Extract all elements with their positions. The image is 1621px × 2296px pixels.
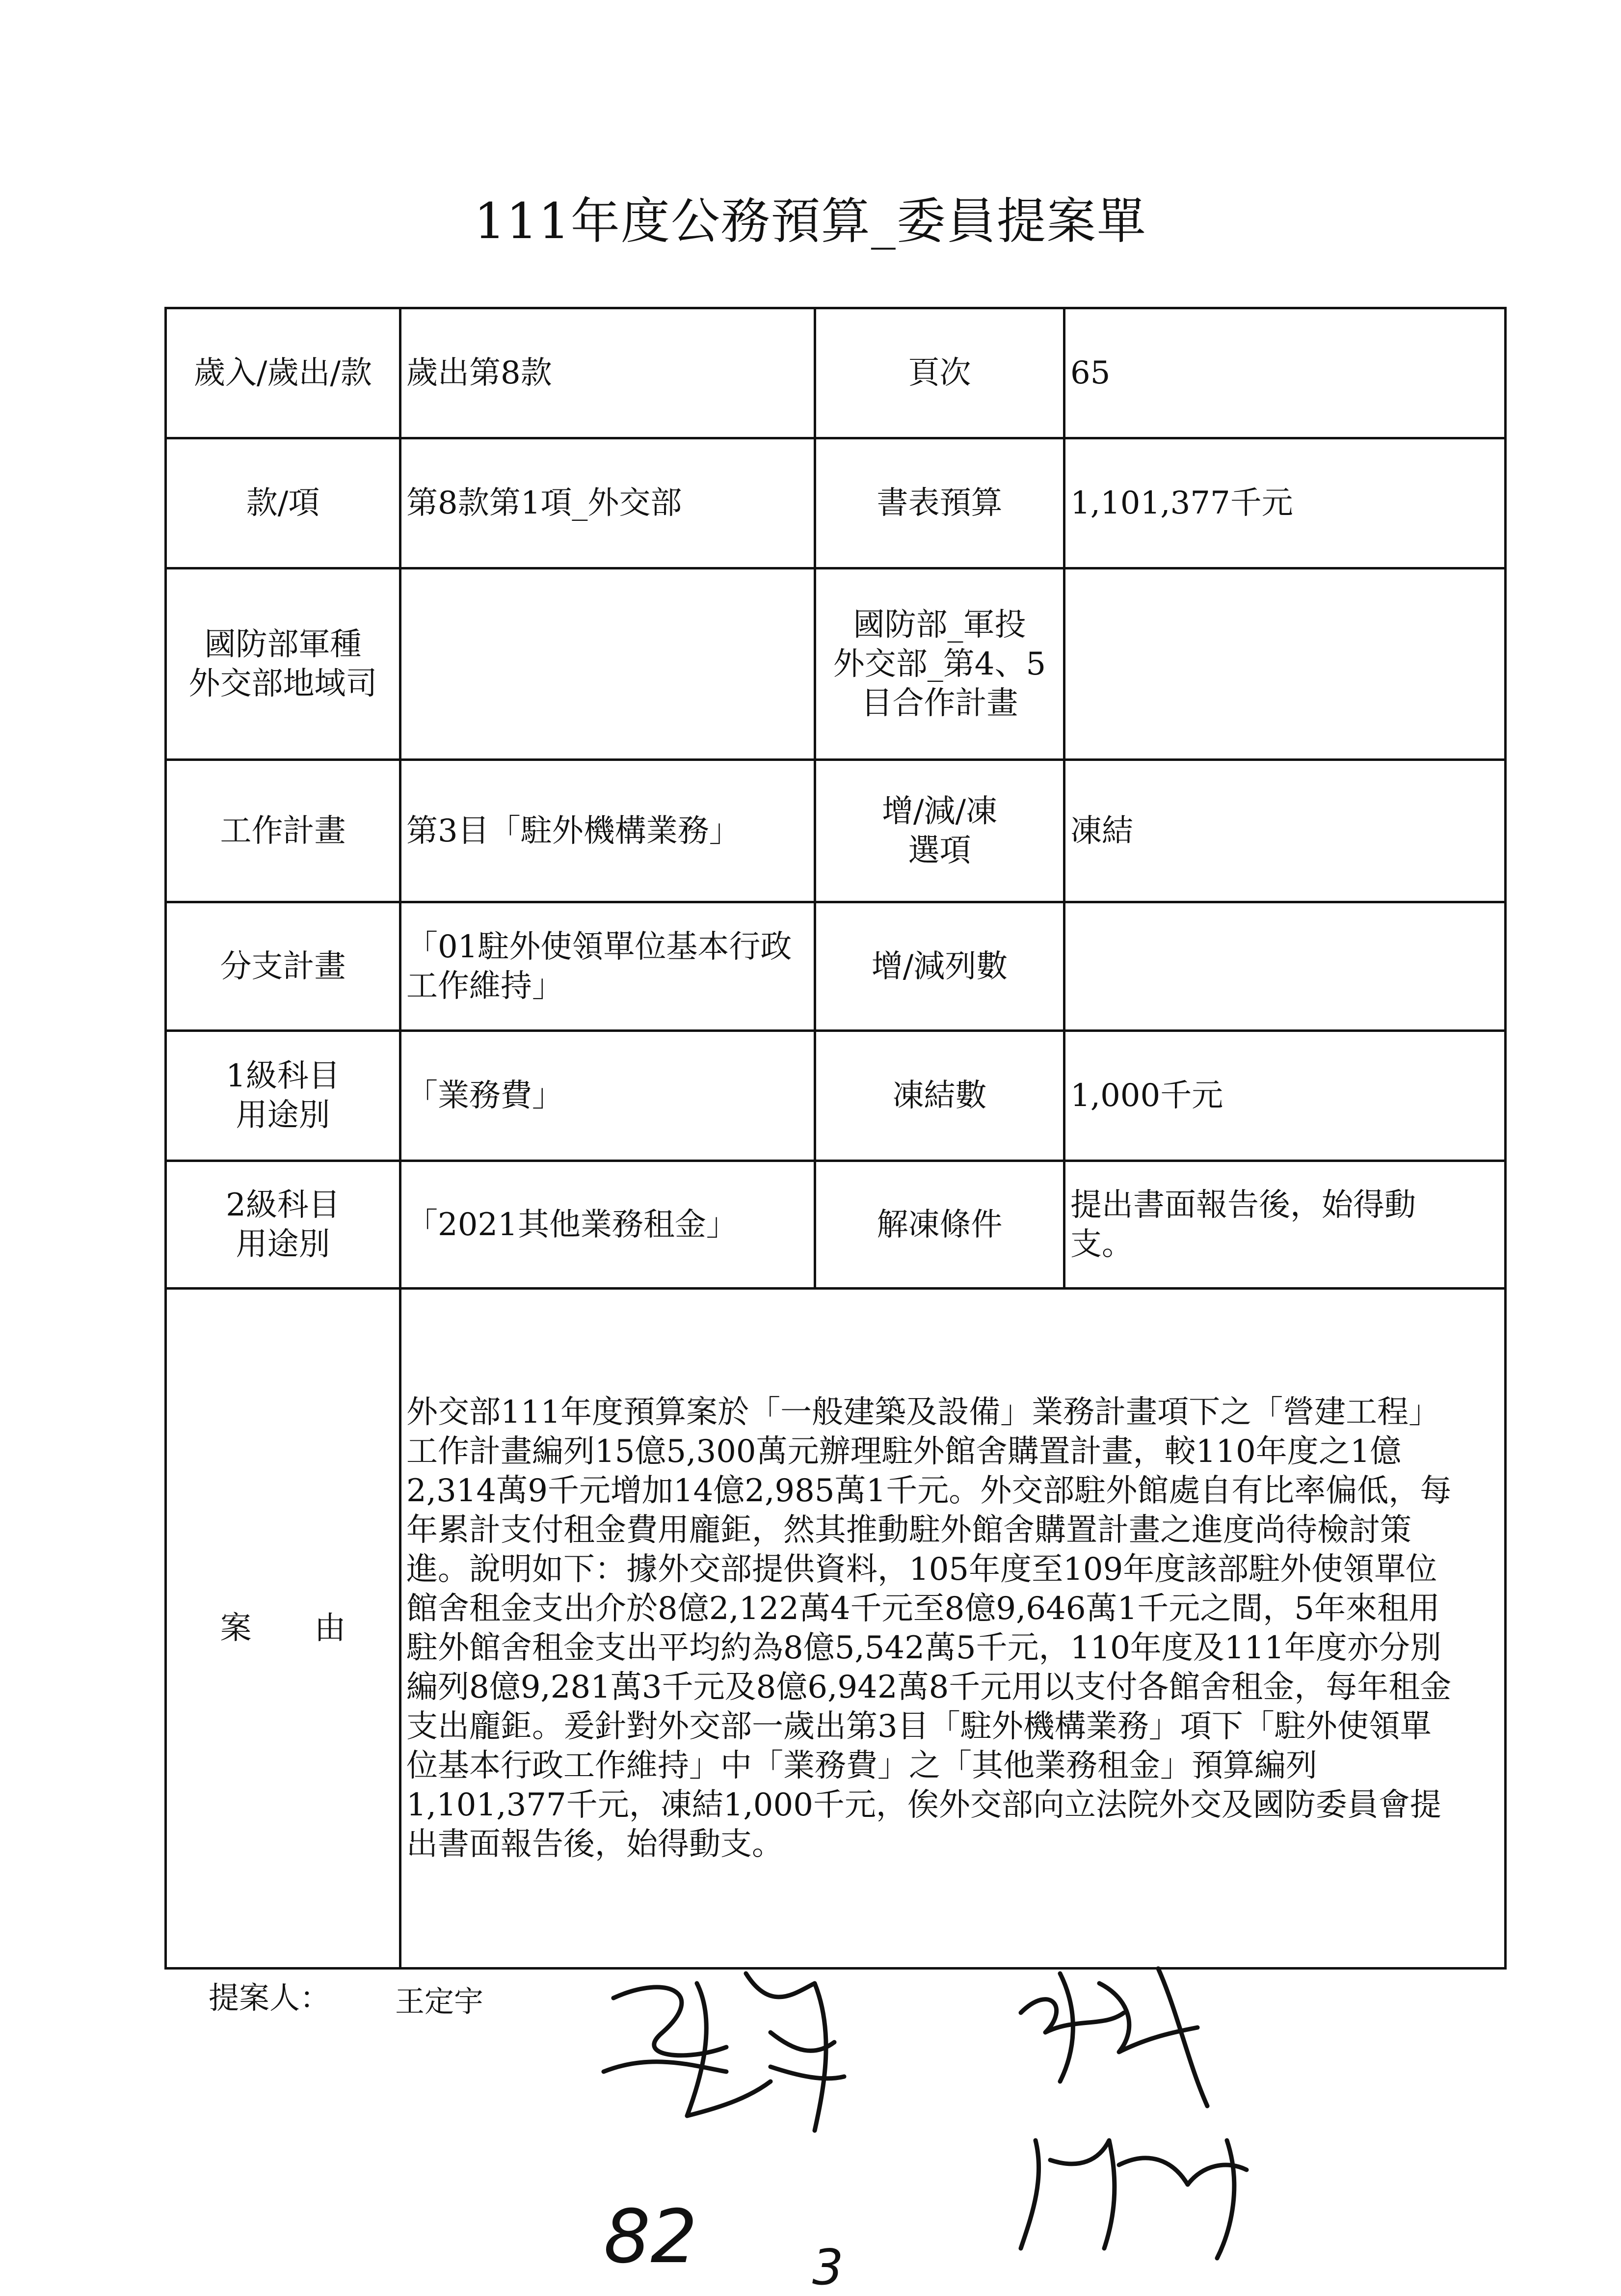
value-statement-budget: 1,101,377千元 [1064,438,1506,568]
proposer-name: 王定宇 [395,1985,483,2019]
page-title: 111年度公務預算_委員提案單 [474,192,1147,250]
handwritten-number-2: 3 [812,2239,844,2296]
value-unfreeze-condition: 提出書面報告後，始得動 支。 [1064,1161,1506,1289]
value-freeze-amount: 1,000千元 [1064,1031,1506,1161]
label-adjust-amount: 增/減列數 [815,902,1064,1031]
value-adjust-amount [1064,902,1506,1031]
form-row [166,760,1506,902]
value-budget-category: 歲出第8款 [400,308,815,438]
form-row [166,308,1506,438]
value-military-branch [400,568,815,760]
label-military-branch: 國防部軍種 外交部地域司 [166,568,400,760]
form-row [166,1161,1506,1289]
label-work-plan: 工作計畫 [166,760,400,902]
value-level2-subject: 「2021其他業務租金」 [400,1161,815,1289]
form-row [166,568,1506,760]
label-reason: 案 由 [166,1289,400,1969]
label-branch-plan: 分支計畫 [166,902,400,1031]
label-adjust-option: 增/減/凍 選項 [815,760,1064,902]
label-level1-subject: 1級科目 用途別 [166,1031,400,1161]
label-budget-category: 歲入/歲出/款 [166,308,400,438]
form-row [166,902,1506,1031]
reason-text: 外交部111年度預算案於「一般建築及設備」業務計畫項下之「營建工程」 工作計畫編列15億5,300萬元辦理駐外館舍購置計畫，較110年度之1億 2,314萬9千元增加14億2,985萬1千元。外交部駐外館處自有比率偏低，每 年累計支付租金費用龐鉅，然其推動駐外館舍購置計畫之進度尚待檢討策 進。說明如下：據外交部提供資料，105年度至109年度該部駐外使領單位 館舍租金支出介於8億2,122萬4千元至8億9,646萬1千元之間，5年來租用 駐外館舍租金支出平均約為8億5,542萬5千元，110年度及111年度亦分別 編列8億9,281萬3千元及8億6,942萬8千元用以支付各館舍租金，每年租金 支出龐鉅。爰針對外交部一歲出第3目「駐外機構業務」項下「駐外使領單 位基本行政工作維持」中「業務費」之「其他業務租金」預算編列 1,101,377千元，凍結1,000千元，俟外交部向立法院外交及國防委員會提 出書面報告後，始得動支。 [400,1289,1506,1969]
form-row [166,1031,1506,1161]
label-freeze-amount: 凍結數 [815,1031,1064,1161]
value-work-plan: 第3目「駐外機構業務」 [400,760,815,902]
proposal-form-table [164,307,1507,1970]
handwritten-number-1: 82 [604,2194,697,2280]
value-page: 65 [1064,308,1506,438]
form-row-reason [166,1289,1506,1969]
label-statement-budget: 書表預算 [815,438,1064,568]
value-cooperation-plan [1064,568,1506,760]
label-level2-subject: 2級科目 用途別 [166,1161,400,1289]
label-section-item: 款/項 [166,438,400,568]
value-section-item: 第8款第1項_外交部 [400,438,815,568]
label-cooperation-plan: 國防部_軍投 外交部_第4、5 目合作計畫 [815,568,1064,760]
form-row [166,438,1506,568]
value-branch-plan: 「01駐外使領單位基本行政 工作維持」 [400,902,815,1031]
label-unfreeze-condition: 解凍條件 [815,1161,1064,1289]
value-adjust-option: 凍結 [1064,760,1506,902]
label-page: 頁次 [815,308,1064,438]
value-level1-subject: 「業務費」 [400,1031,815,1161]
proposer-label: 提案人： [209,1980,331,2016]
